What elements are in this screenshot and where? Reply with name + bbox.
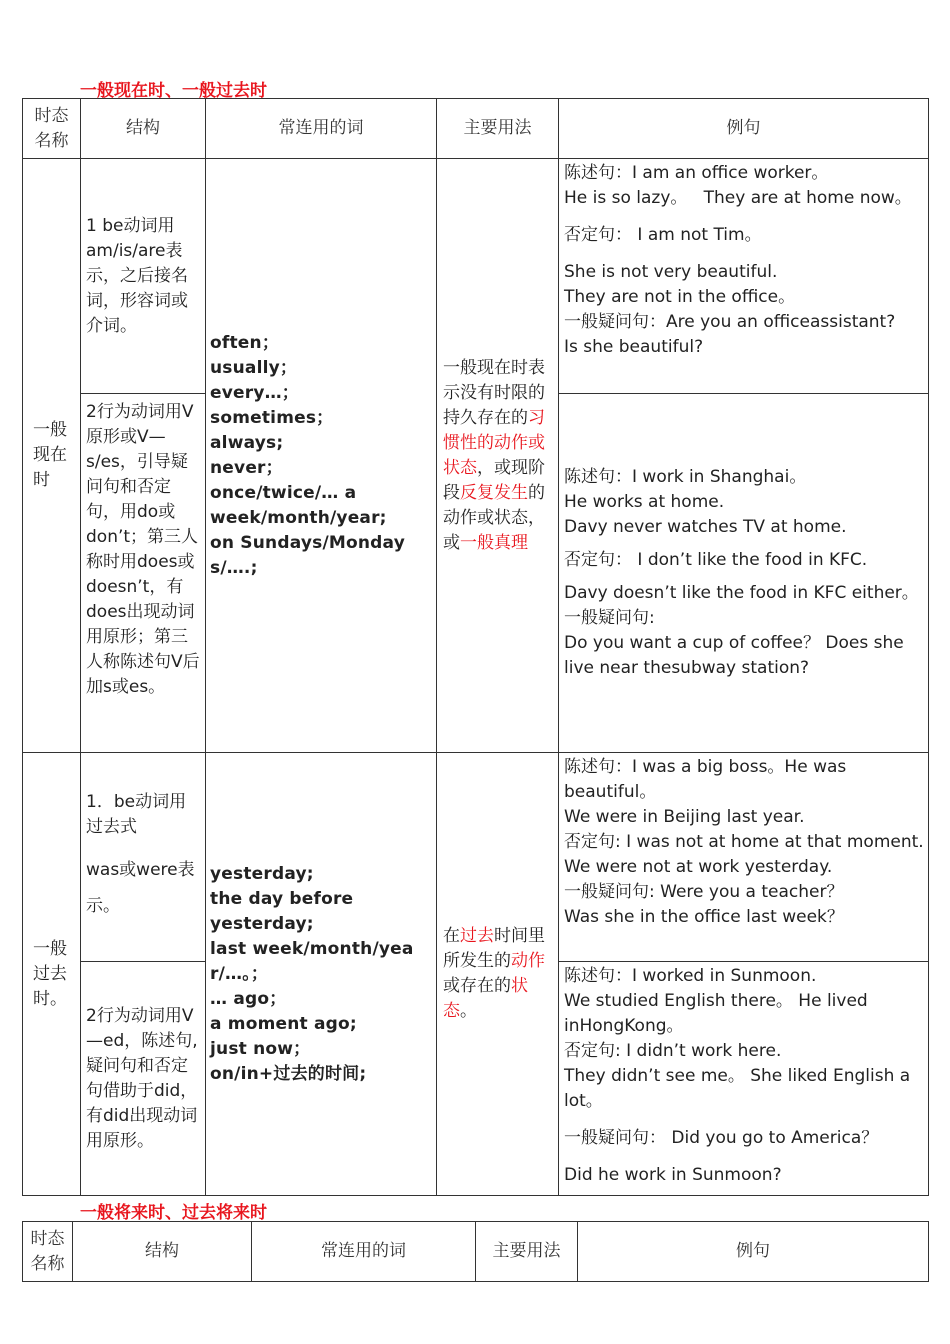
word-usually: usually；: [210, 357, 298, 378]
word-often: often；: [210, 332, 280, 353]
example-line: He is so lazy。 They are at home now。: [564, 188, 912, 208]
word-just-now: just now；: [210, 1038, 311, 1059]
usage-highlight-repeated: 反复发生: [460, 482, 528, 503]
example-line: Davy doesn’t like the food in KFC either。: [564, 583, 919, 603]
example-line: 一般疑问句: Were you a teacher？: [564, 882, 844, 902]
present-row-1: [23, 159, 929, 394]
structure-line: 1．be动词用过去式: [86, 792, 187, 837]
structure-line: was或were表示。: [86, 860, 195, 916]
header-structure: 结构: [73, 1222, 252, 1282]
header-words: 常连用的词: [252, 1222, 476, 1282]
tense-table-2: [22, 1221, 929, 1282]
past-examples-verb: [559, 962, 929, 1196]
usage-text: 或存在的: [443, 976, 511, 996]
present-usage: [437, 159, 559, 753]
word-ago: … ago；: [210, 988, 287, 1009]
word-past-time: on/in+过去的时间;: [210, 1063, 367, 1084]
table-header-row: [23, 99, 929, 159]
example-line: 一般疑问句：Are you an officeassistant? Is she beautiful?: [564, 312, 912, 357]
example-line: 陈述句：I worked in Sunmoon.: [564, 966, 817, 986]
word-always: always;: [210, 432, 284, 453]
usage-highlight-action: 动作: [511, 951, 545, 971]
header-examples: 例句: [559, 99, 929, 159]
section-heading-future: 一般将来时、过去将来时: [80, 1203, 267, 1223]
example-line: 否定句： I am not Tim。: [564, 225, 762, 245]
example-line: We were in Beijing last year.: [564, 807, 805, 827]
header-examples: 例句: [578, 1222, 929, 1282]
example-line: Davy never watches TV at home.: [564, 517, 847, 537]
word-never: never；: [210, 457, 283, 478]
usage-text: 一般现在时表示没有时限的持久存在的: [443, 357, 545, 428]
example-line: She is not very beautiful.: [564, 262, 778, 282]
header-usage: 主要用法: [476, 1222, 578, 1282]
usage-text: ，或现阶段: [443, 457, 545, 503]
example-line: We studied English there。 He lived inHongKong。: [564, 991, 868, 1036]
usage-text: 的动作或状态，或: [443, 482, 545, 553]
present-structure-verb: 2行为动词用V原形或V—s/es，引导疑问句和否定句，用do或don’t；第三人称时用does或doesn’t，有does出现动词用原形；第三人称陈述句V后加s或es。: [81, 394, 206, 753]
example-line: Was she in the office last week？: [564, 907, 844, 927]
usage-highlight-truth: 一般真理: [460, 532, 528, 553]
present-examples-be: [559, 159, 929, 394]
tense-present-simple: 一般现在时: [23, 159, 81, 753]
past-examples-be: [559, 753, 929, 962]
example-line: He works at home.: [564, 492, 725, 512]
example-line: 否定句： I don’t like the food in KFC.: [564, 550, 868, 570]
example-line: They didn’t see me。 She liked English a lot。: [564, 1066, 911, 1111]
usage-highlight-past: 过去: [460, 926, 494, 946]
example-line: We were not at work yesterday.: [564, 857, 833, 877]
word-sometimes: sometimes；: [210, 407, 334, 428]
section-heading-present-past: 一般现在时、一般过去时: [80, 81, 267, 101]
tense-table-1: [22, 98, 929, 1196]
word-on-sundays: on Sundays/Mondays/….;: [210, 532, 405, 578]
header-tense: 时态名称: [23, 1222, 73, 1282]
present-signal-words: [206, 159, 437, 753]
word-every: every…；: [210, 382, 300, 403]
past-row-1: [23, 753, 929, 962]
example-line: 陈述句：I was a big boss。He was beautiful。: [564, 757, 847, 802]
word-day-before-yesterday: the day before yesterday;: [210, 888, 354, 934]
header-usage: 主要用法: [437, 99, 559, 159]
usage-text: 在: [443, 926, 460, 946]
example-line: 否定句: I was not at home at that moment.: [564, 832, 924, 852]
example-line: 一般疑问句:: [564, 608, 655, 628]
word-last: last week/month/year/…。；: [210, 938, 414, 984]
example-line: 否定句: I didn’t work here.: [564, 1041, 782, 1061]
usage-highlight-habit: 习惯性的动作或状态: [443, 407, 545, 478]
header-words: 常连用的词: [206, 99, 437, 159]
example-line: Do you want a cup of coffee？ Does she live near thesubway station?: [564, 633, 904, 678]
word-yesterday: yesterday;: [210, 863, 314, 884]
example-line: 陈述句：I am an office worker。: [564, 163, 829, 183]
past-structure-be: [81, 753, 206, 962]
past-signal-words: [206, 753, 437, 1196]
tense-past-simple: 一般过去时。: [23, 753, 81, 1196]
word-moment-ago: a moment ago;: [210, 1013, 357, 1034]
table-header-row: [23, 1222, 929, 1282]
example-line: Did he work in Sunmoon?: [564, 1165, 782, 1185]
present-examples-verb: [559, 394, 929, 753]
usage-highlight-state: 状态: [443, 976, 528, 1021]
past-structure-verb: 2行为动词用V—ed，陈述句,疑问句和否定句借助于did，有did出现动词用原形。: [81, 962, 206, 1196]
past-usage: [437, 753, 559, 1196]
header-structure: 结构: [81, 99, 206, 159]
example-line: 一般疑问句： Did you go to America？: [564, 1128, 879, 1148]
word-once-twice: once/twice/… a week/month/year;: [210, 482, 387, 528]
example-line: 陈述句：I work in Shanghai。: [564, 467, 807, 487]
example-line: They are not in the office。: [564, 287, 796, 307]
present-structure-be: 1 be动词用am/is/are表示，之后接名词，形容词或介词。: [81, 159, 206, 394]
usage-text: 时间里所发生的: [443, 926, 545, 971]
header-tense: 时态名称: [23, 99, 81, 159]
usage-text: 。: [460, 1001, 477, 1021]
